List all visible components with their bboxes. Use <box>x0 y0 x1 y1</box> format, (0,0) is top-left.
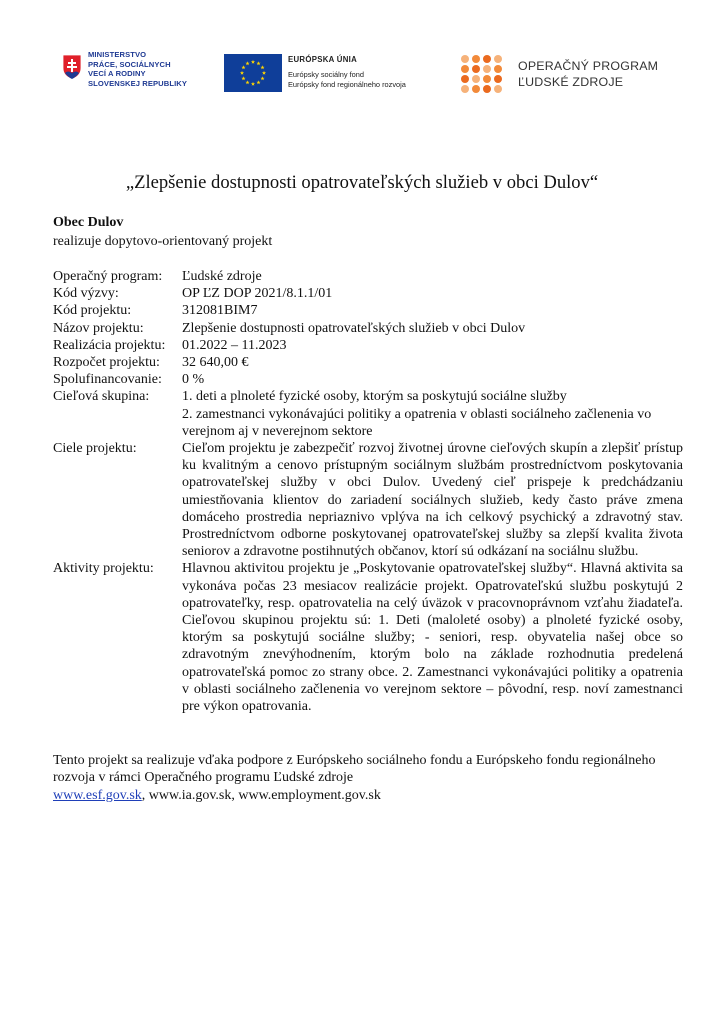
ministry-logo <box>62 50 187 88</box>
op-dot <box>472 65 480 73</box>
op-dot <box>472 75 480 83</box>
op-dot <box>472 85 480 93</box>
field-value: Hlavnou aktivitou projektu je „Poskytovanie opatrovateľskej služby“. Hlavná aktivita sa vykonáva počas 23 mesiacov realizácie projekt. Opatrovateľskú službu poskytujú 2 opatrovateľky, resp. opatrovatelia na celý úväzok v pracovnoprávnom vzťahu žiadateľa. Cieľovou skupinou projektu sú: 1. Deti (maloleté osoby) a plnoleté fyzické osoby, ktorým sa poskytujú sociálne služby; - seniori, resp. obyvatelia našej obce so zdravotným znevýhodnením, ktorým bolo na základe rozhodnutia predelená opatrovateľská pomoc zo strany obce. 2. Zamestnanci vykonávajúci politiky a opatrenia v oblasti sociálneho začlenenia vo verejnom sektore – pôvodní, resp. noví zamestnanci pre výkon opatrovania. <box>182 561 683 715</box>
target-group-1: 1. deti a plnoleté fyzické osoby, ktorým sa poskytujú sociálne služby <box>182 389 567 405</box>
field-realization <box>53 337 683 354</box>
field-value: Zlepšenie dostupnosti opatrovateľských služieb v obci Dulov <box>182 320 526 336</box>
ministry-name <box>88 50 187 88</box>
eu-line-esf: Európsky sociálny fond <box>288 70 364 79</box>
project-fields <box>53 268 683 715</box>
op-dot <box>494 75 502 83</box>
op-dot <box>483 85 491 93</box>
field-value: OP ĽZ DOP 2021/8.1.1/01 <box>182 286 333 302</box>
field-target-group <box>53 388 683 440</box>
organization-block <box>53 213 272 251</box>
link-separator: , <box>141 787 149 803</box>
field-budget <box>53 354 683 371</box>
field-project-name <box>53 320 683 337</box>
footer-links <box>53 787 673 804</box>
eu-logo <box>224 54 406 92</box>
field-project-code <box>53 302 683 319</box>
field-label: Aktivity projektu: <box>53 561 154 577</box>
ministry-line-3: VECÍ A RODINY <box>88 69 146 79</box>
link-employment[interactable]: www.employment.gov.sk <box>238 787 381 803</box>
op-dot <box>461 65 469 73</box>
slovak-coat-of-arms-icon <box>62 54 82 80</box>
organization-name: Obec Dulov <box>53 215 124 230</box>
footer <box>53 752 673 804</box>
field-value: 01.2022 – 11.2023 <box>182 337 287 353</box>
target-group-2: 2. zamestnanci vykonávajúci politiky a opatrenia v oblasti sociálneho začlenenia vo verejnom aj v neverejnom sektore <box>182 406 652 439</box>
field-value: 312081BIM7 <box>182 303 258 319</box>
eu-title: EURÓPSKA ÚNIA <box>288 55 358 64</box>
field-label: Rozpočet projektu: <box>53 355 160 371</box>
op-dot <box>483 75 491 83</box>
field-value: 32 640,00 € <box>182 355 249 371</box>
op-line-2: ĽUDSKÉ ZDROJE <box>518 75 624 89</box>
op-dot <box>472 55 480 63</box>
field-label: Cieľová skupina: <box>53 389 150 405</box>
field-value: Cieľom projektu je zabezpečiť rozvoj životnej úrovne cieľových skupín a zlepšiť prístup ku kvalitným a cenovo prístupným sociálnym službám prostredníctvom poskytovania opatrovateľskej služby v obci Dulov. Uvedený cieľ prispeje k predchádzaniu umiestňovania klientov do zariadení sociálnych služieb, kedy často práve zmena domáceho prostredia nepriaznivo vplýva na ich celkový psychický a zdravotný stav. Prostredníctvom odborne poskytovanej opatrovateľskej služby sa zlepší kvalita života seniorov a zdravotne postihnutých občanov, ktorí sú odkázaní na sociálnu službu. <box>182 441 683 560</box>
field-label: Kód projektu: <box>53 303 132 319</box>
op-text <box>518 58 658 90</box>
eu-flag-icon <box>224 54 282 92</box>
field-label: Ciele projektu: <box>53 441 137 457</box>
field-operational-program <box>53 268 683 285</box>
field-project-goals <box>53 440 683 560</box>
field-label: Operačný program: <box>53 269 163 284</box>
op-dot <box>461 75 469 83</box>
field-cofinancing <box>53 371 683 388</box>
field-label: Kód výzvy: <box>53 286 119 302</box>
ministry-line-4: SLOVENSKEJ REPUBLIKY <box>88 78 188 88</box>
field-label: Spolufinancovanie: <box>53 372 162 388</box>
eu-text <box>288 54 406 90</box>
ministry-line-2: PRÁCE, SOCIÁLNYCH <box>88 59 171 69</box>
dot-grid-icon <box>460 54 504 94</box>
logo-bar <box>0 48 724 98</box>
op-logo <box>460 54 658 94</box>
organization-subtitle: realizuje dopytovo-orientovaný projekt <box>53 234 273 249</box>
document-title: „Zlepšenie dostupnosti opatrovateľských služieb v obci Dulov“ <box>125 172 599 193</box>
footer-text: Tento projekt sa realizuje vďaka podpore z Európskeho sociálneho fondu a Európskeho fondu regionálneho rozvoja v rámci Operačného programu Ľudské zdroje <box>53 753 656 786</box>
link-separator: , <box>231 787 239 803</box>
op-dot <box>494 65 502 73</box>
op-line-1: OPERAČNÝ PROGRAM <box>518 59 659 73</box>
field-value: 0 % <box>182 372 205 388</box>
field-project-activities <box>53 560 683 715</box>
field-value: Ľudské zdroje <box>182 269 262 284</box>
op-dot <box>483 55 491 63</box>
op-dot <box>461 55 469 63</box>
field-value <box>182 388 683 440</box>
op-dot <box>494 55 502 63</box>
ministry-line-1: MINISTERSTVO <box>88 50 147 59</box>
op-dot <box>494 85 502 93</box>
link-ia[interactable]: www.ia.gov.sk <box>148 787 232 803</box>
op-dot <box>483 65 491 73</box>
field-call-code <box>53 285 683 302</box>
eu-line-erdf: Európsky fond regionálneho rozvoja <box>288 80 406 89</box>
op-dot <box>461 85 469 93</box>
field-label: Názov projektu: <box>53 320 144 336</box>
link-esf[interactable]: www.esf.gov.sk <box>53 787 142 803</box>
field-label: Realizácia projektu: <box>53 337 166 353</box>
